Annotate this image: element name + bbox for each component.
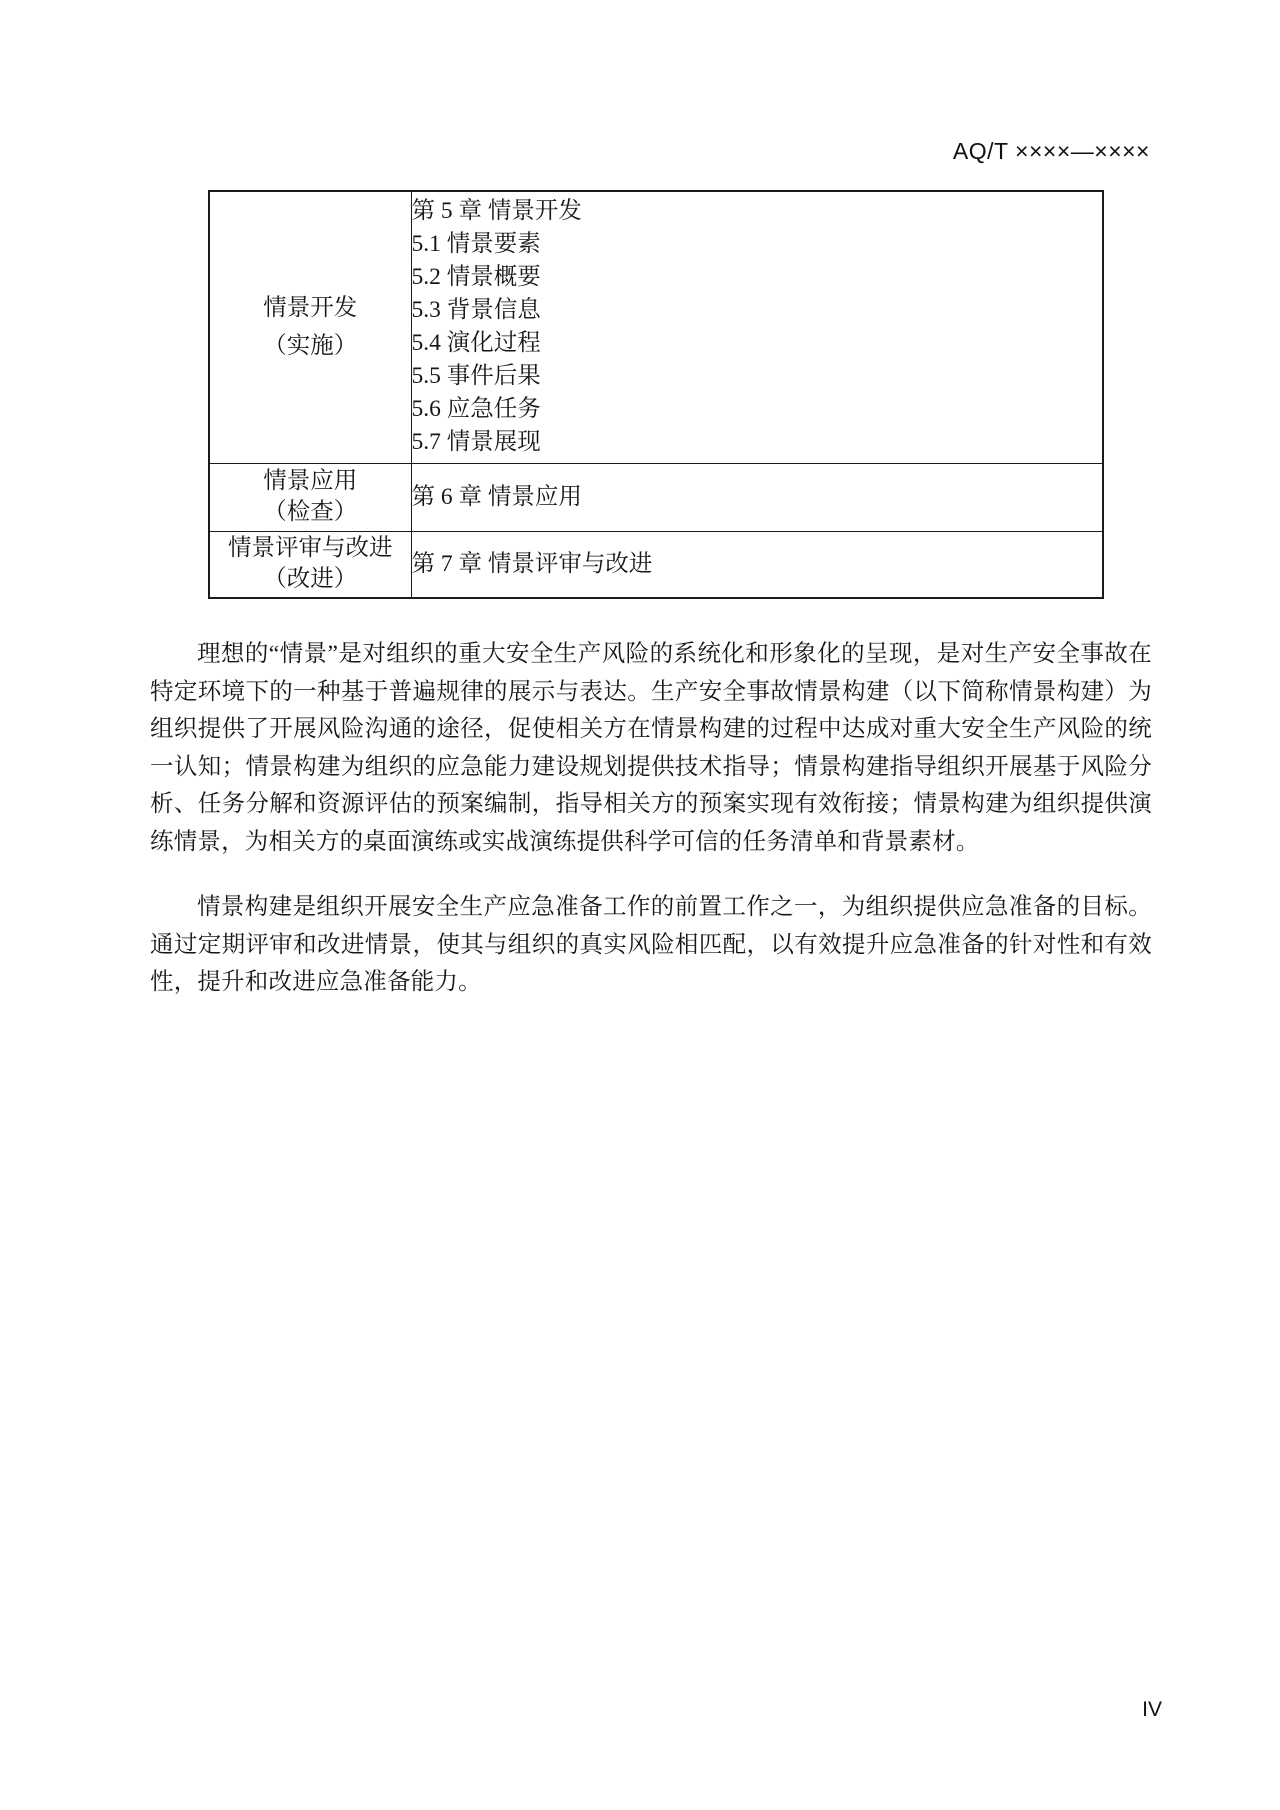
page-number: IV xyxy=(1142,1698,1162,1721)
stage-label: 情景开发 xyxy=(263,295,358,322)
stage-note: （改进） xyxy=(263,566,358,593)
paragraph-scenario-definition: 理想的“情景”是对组织的重大安全生产风险的系统化和形象化的呈现，是对生产安全事故在特定环境下的一种基于普遍规律的展示与表达。生产安全事故情景构建（以下简称情景构建）为组织提供了开展风险沟通的途径，促使相关方在情景构建的过程中达成对重大安全生产风险的统一认知；情景构建为组织的应急能力建设规划提供技术指导；情景构建指导组织开展基于风险分析、任务分解和资源评估的预案编制，指导相关方的预案实现有效衔接；情景构建为组织提供演练情景，为相关方的桌面演练或实战演练提供科学可信的任务清单和背景素材。 xyxy=(150,641,1152,855)
chapter-line: 5.3 背景信息 xyxy=(411,297,541,324)
table-row-scenario-development xyxy=(209,191,1103,463)
stage-label: 情景应用 xyxy=(263,468,358,494)
chapter-line: 5.6 应急任务 xyxy=(411,396,541,423)
stage-note: （实施） xyxy=(263,333,358,360)
chapter-cell-development xyxy=(411,191,1103,463)
stage-cell-application xyxy=(209,463,411,531)
chapter-line: 第 6 章 情景应用 xyxy=(411,483,582,510)
chapter-line: 5.7 情景展现 xyxy=(411,429,541,456)
chapter-line: 第 7 章 情景评审与改进 xyxy=(411,550,653,577)
chapter-line: 5.4 演化过程 xyxy=(411,330,541,357)
stage-cell-review xyxy=(209,531,411,598)
table-row-scenario-application xyxy=(209,463,1103,531)
chapter-cell-review xyxy=(411,531,1103,598)
stage-cell-development xyxy=(209,191,411,463)
paragraph-scenario-purpose: 情景构建是组织开展安全生产应急准备工作的前置工作之一，为组织提供应急准备的目标。通过定期评审和改进情景，使其与组织的真实风险相匹配，以有效提升应急准备的针对性和有效性，提升和改进应急准备能力。 xyxy=(150,894,1152,995)
pdca-chapter-table xyxy=(208,190,1104,599)
stage-label: 情景评审与改进 xyxy=(228,535,393,562)
stage-note: （检查） xyxy=(263,499,358,525)
table-row-scenario-review-improvement xyxy=(209,531,1103,598)
chapter-line: 第 5 章 情景开发 xyxy=(411,198,582,225)
chapter-line: 5.1 情景要素 xyxy=(411,231,541,258)
chapter-cell-application xyxy=(411,463,1103,531)
chapter-line: 5.5 事件后果 xyxy=(411,363,541,390)
standard-doc-code: AQ/T ××××—×××× xyxy=(952,138,1150,164)
body-text xyxy=(150,636,1152,1002)
chapter-line: 5.2 情景概要 xyxy=(411,264,541,291)
